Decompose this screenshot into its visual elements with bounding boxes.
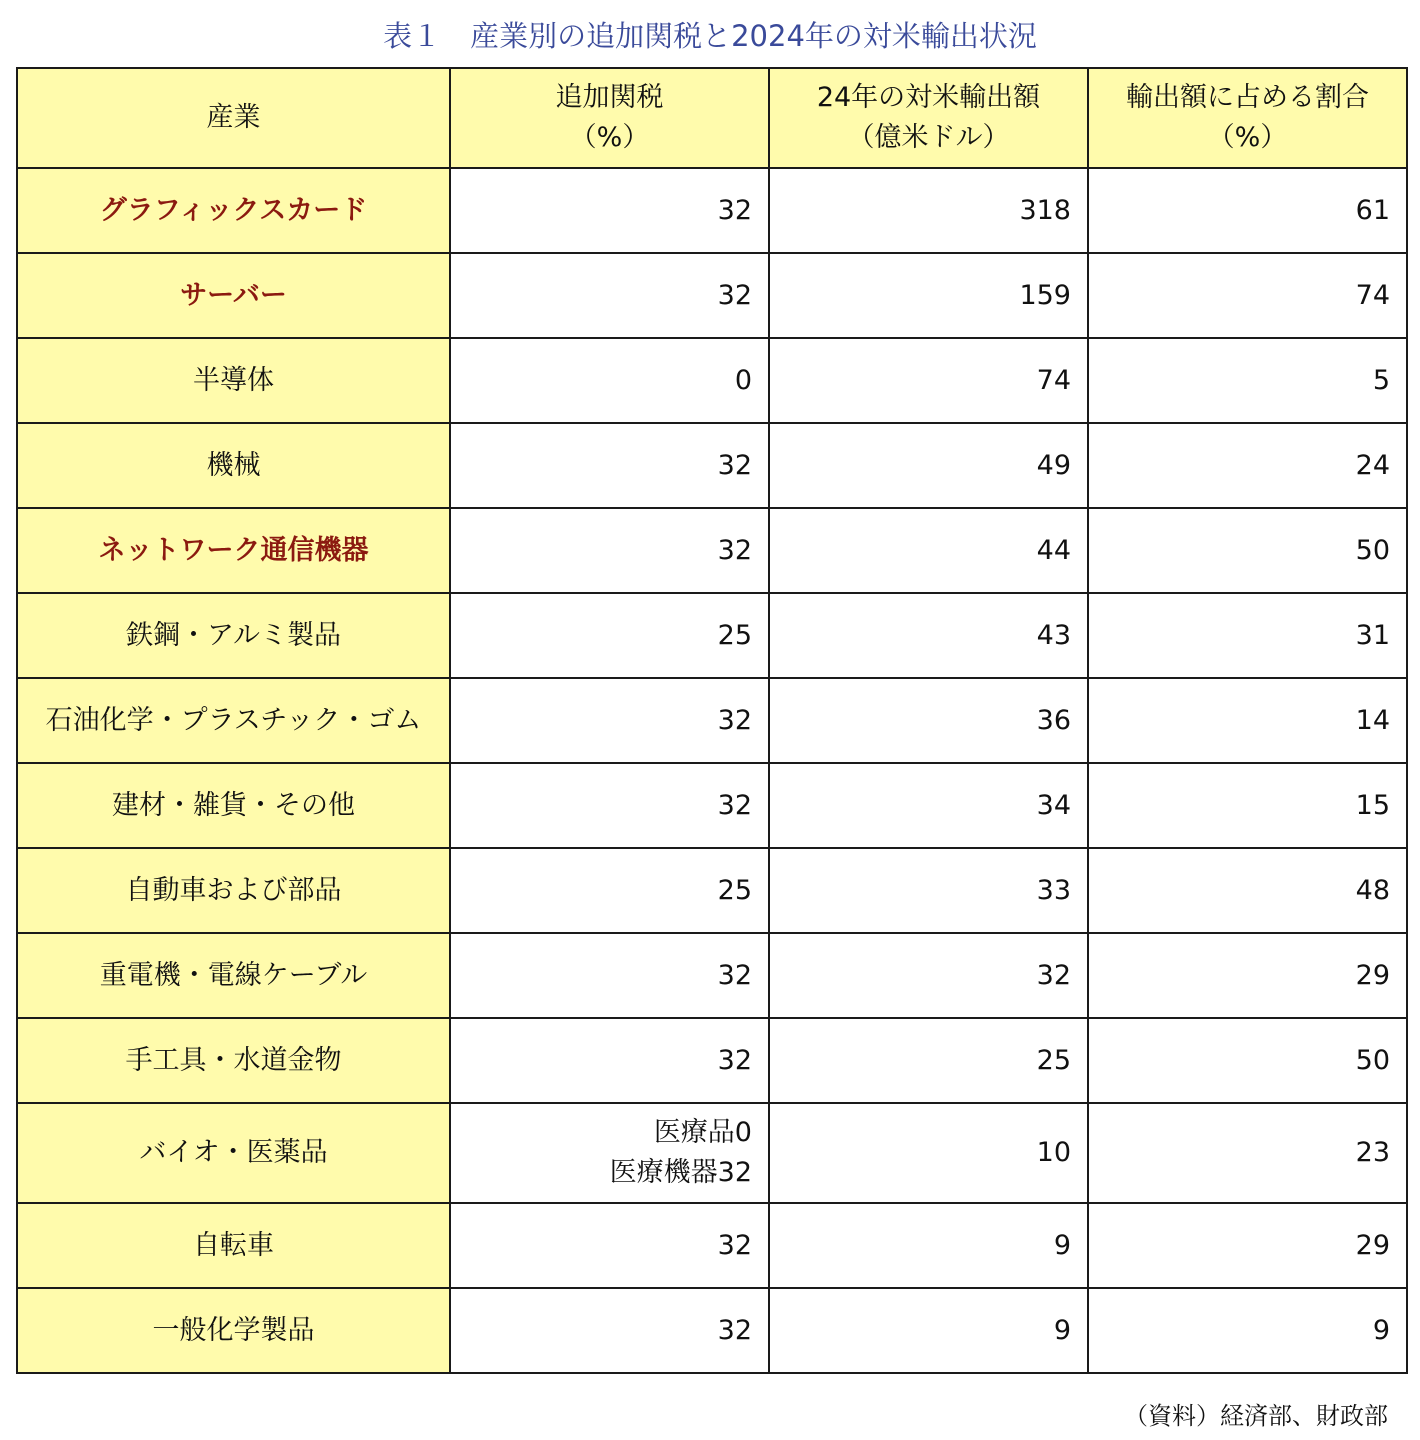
table-row: [17, 1203, 1407, 1288]
export-cell: 74: [769, 338, 1088, 423]
industry-cell: 鉄鋼・アルミ製品: [17, 593, 450, 678]
tariff-value: 32: [717, 194, 752, 226]
header-export-label: 24年の対米輸出額: [816, 82, 1041, 113]
tariff-cell: [450, 423, 769, 508]
share-cell: 50: [1088, 508, 1407, 593]
share-cell: 9: [1088, 1288, 1407, 1373]
share-cell: 23: [1088, 1103, 1407, 1203]
export-cell: 33: [769, 848, 1088, 933]
industry-cell: 自転車: [17, 1203, 450, 1288]
share-cell: 15: [1088, 763, 1407, 848]
table-row: [17, 1103, 1407, 1203]
industry-cell: ネットワーク通信機器: [17, 508, 450, 593]
industry-cell: 半導体: [17, 338, 450, 423]
tariff-cell: [450, 253, 769, 338]
industry-cell: 建材・雑貨・その他: [17, 763, 450, 848]
header-row: [17, 68, 1407, 168]
tariff-cell: [450, 678, 769, 763]
tariff-cell: [450, 338, 769, 423]
table-row: [17, 593, 1407, 678]
tariff-value: 32: [717, 959, 752, 991]
share-cell: 48: [1088, 848, 1407, 933]
export-cell: 159: [769, 253, 1088, 338]
header-share-label: 輸出額に占める割合: [1126, 82, 1369, 113]
tariff-cell: [450, 1018, 769, 1103]
industry-cell: サーバー: [17, 253, 450, 338]
table-row: [17, 848, 1407, 933]
tariff-cell: [450, 168, 769, 253]
export-cell: 36: [769, 678, 1088, 763]
source-note: （資料）経済部、財政部: [1124, 1402, 1388, 1430]
industry-cell: 自動車および部品: [17, 848, 450, 933]
tariff-value: 25: [717, 874, 752, 906]
tariff-cell: [450, 1103, 769, 1203]
tariff-cell: [450, 1288, 769, 1373]
table-row: [17, 763, 1407, 848]
table-row: [17, 338, 1407, 423]
tariff-cell: [450, 848, 769, 933]
tariff-cell: [450, 508, 769, 593]
table-row: [17, 253, 1407, 338]
industry-cell: バイオ・医薬品: [17, 1103, 450, 1203]
export-cell: 44: [769, 508, 1088, 593]
industry-cell: 一般化学製品: [17, 1288, 450, 1373]
export-cell: 32: [769, 933, 1088, 1018]
export-cell: 49: [769, 423, 1088, 508]
header-export: [769, 68, 1088, 168]
export-cell: 9: [769, 1203, 1088, 1288]
export-cell: 318: [769, 168, 1088, 253]
table-row: [17, 933, 1407, 1018]
tariff-value: 32: [717, 1044, 752, 1076]
tariff-value: 32: [717, 534, 752, 566]
share-cell: 29: [1088, 933, 1407, 1018]
share-cell: 61: [1088, 168, 1407, 253]
share-cell: 31: [1088, 593, 1407, 678]
table-row: [17, 508, 1407, 593]
header-export-unit: （億米ドル）: [847, 122, 1010, 153]
industry-cell: 石油化学・プラスチック・ゴム: [17, 678, 450, 763]
tariff-cell: [450, 933, 769, 1018]
tariff-value: 32: [717, 1314, 752, 1346]
tariff-cell: [450, 593, 769, 678]
header-tariff: [450, 68, 769, 168]
tariff-value: 医療機器32: [609, 1157, 752, 1188]
tariff-value: 医療品0: [653, 1117, 752, 1148]
table-row: [17, 423, 1407, 508]
tariff-value: 32: [717, 1229, 752, 1261]
tariff-export-table: [16, 67, 1408, 1374]
table-row: [17, 1288, 1407, 1373]
header-share: [1088, 68, 1407, 168]
header-tariff-label: 追加関税: [555, 82, 664, 113]
share-cell: 5: [1088, 338, 1407, 423]
tariff-value: 32: [717, 789, 752, 821]
table-title: 表１ 産業別の追加関税と2024年の対米輸出状況: [383, 19, 1037, 53]
industry-cell: 機械: [17, 423, 450, 508]
share-cell: 14: [1088, 678, 1407, 763]
tariff-value: 25: [717, 619, 752, 651]
header-industry-label: 産業: [206, 102, 261, 133]
tariff-value: 0: [734, 364, 752, 396]
tariff-cell: [450, 763, 769, 848]
table-body: [17, 168, 1407, 1373]
share-cell: 50: [1088, 1018, 1407, 1103]
table-row: [17, 168, 1407, 253]
industry-cell: 重電機・電線ケーブル: [17, 933, 450, 1018]
tariff-value: 32: [717, 449, 752, 481]
export-cell: 25: [769, 1018, 1088, 1103]
share-cell: 74: [1088, 253, 1407, 338]
industry-cell: 手工具・水道金物: [17, 1018, 450, 1103]
industry-cell: グラフィックスカード: [17, 168, 450, 253]
share-cell: 24: [1088, 423, 1407, 508]
export-cell: 34: [769, 763, 1088, 848]
export-cell: 43: [769, 593, 1088, 678]
export-cell: 9: [769, 1288, 1088, 1373]
header-tariff-unit: （%）: [569, 122, 650, 153]
share-cell: 29: [1088, 1203, 1407, 1288]
header-share-unit: （%）: [1207, 122, 1288, 153]
tariff-value: 32: [717, 279, 752, 311]
tariff-value: 32: [717, 704, 752, 736]
table-row: [17, 678, 1407, 763]
table-row: [17, 1018, 1407, 1103]
export-cell: 10: [769, 1103, 1088, 1203]
tariff-cell: [450, 1203, 769, 1288]
header-industry: [17, 68, 450, 168]
